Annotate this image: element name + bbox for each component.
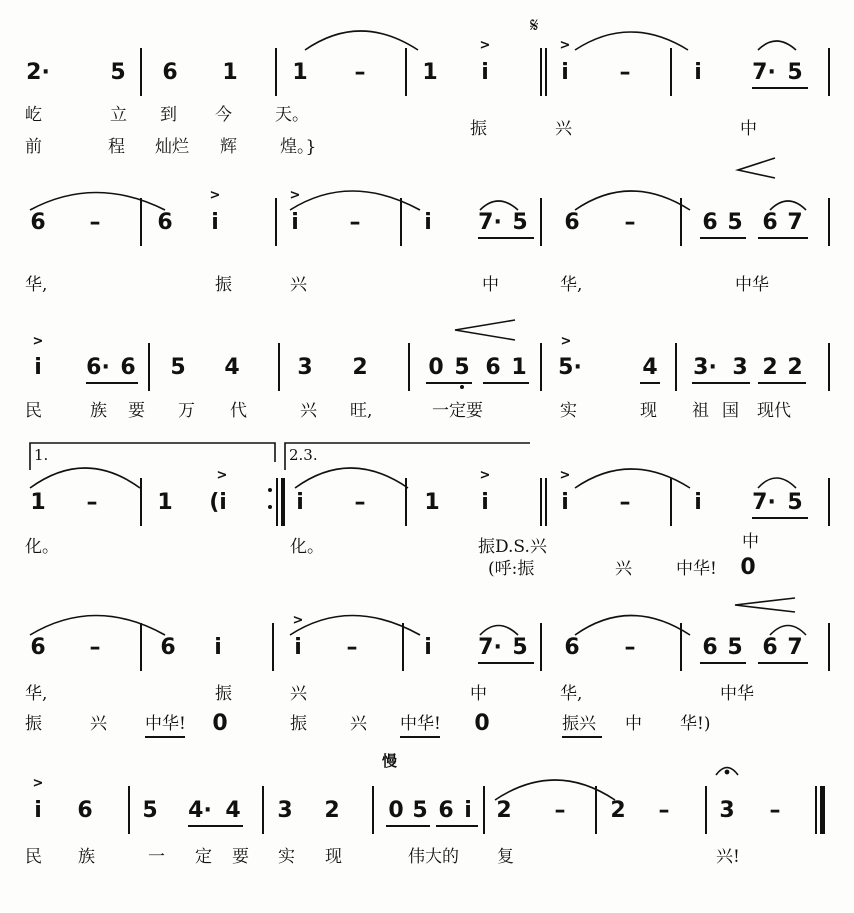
shout: 中华! <box>676 559 717 579</box>
lyric: 煌。} <box>280 137 317 157</box>
note: 2 <box>610 798 626 823</box>
lyric: 中 <box>482 275 499 295</box>
note: 6 <box>120 355 136 380</box>
note: 6 <box>160 635 176 660</box>
bar-line <box>680 198 682 246</box>
note: 1 <box>30 490 46 515</box>
lyric: 今 <box>215 105 232 125</box>
accent: > <box>292 613 304 628</box>
repeat-dot <box>268 488 272 492</box>
lyric: 实 <box>278 847 295 867</box>
note: 1 <box>222 60 238 85</box>
note: 6 <box>30 210 46 235</box>
note: 3 <box>732 355 748 380</box>
lyric: 华, <box>25 275 48 295</box>
underline <box>758 237 808 239</box>
lyric: 振D.S.兴 <box>478 537 547 557</box>
bar-line <box>402 623 404 671</box>
note: 1 <box>292 60 308 85</box>
bar-line <box>405 48 407 96</box>
note: – <box>619 60 631 85</box>
note: 7· <box>478 635 502 660</box>
bar-line <box>276 478 278 526</box>
bar-line <box>400 198 402 246</box>
lyric: 振 <box>215 275 232 295</box>
lyric: 万 <box>178 401 195 421</box>
shout: 振兴 <box>562 714 596 734</box>
note: i <box>481 60 489 85</box>
underline <box>436 825 478 827</box>
lyric: 中 <box>740 119 757 139</box>
note: 2 <box>496 798 512 823</box>
note: i <box>424 210 432 235</box>
bar-line <box>140 623 142 671</box>
note: 5 <box>727 210 743 235</box>
note: – <box>86 490 98 515</box>
bar-line <box>670 48 672 96</box>
note: – <box>658 798 670 823</box>
underline <box>692 382 750 384</box>
note: i <box>34 798 42 823</box>
accent: > <box>216 468 228 483</box>
bar-line <box>670 478 672 526</box>
underline <box>758 662 808 664</box>
note: i <box>296 490 304 515</box>
bar-line <box>405 478 407 526</box>
bar-line <box>140 478 142 526</box>
bar-line <box>828 198 830 246</box>
shout: 中 <box>625 714 642 734</box>
note: 6 <box>702 210 718 235</box>
note: i <box>464 798 472 823</box>
lyric: 化。 <box>25 537 59 557</box>
note: i <box>481 490 489 515</box>
lyric: 到 <box>160 105 177 125</box>
note: i <box>424 635 432 660</box>
note: – <box>769 798 781 823</box>
underline <box>386 825 430 827</box>
note: 7· <box>478 210 502 235</box>
note: – <box>346 635 358 660</box>
note: 4 <box>642 355 658 380</box>
note: i <box>561 60 569 85</box>
lyric: 立 <box>110 105 127 125</box>
note: 5 <box>787 60 803 85</box>
note: 0 <box>428 355 444 380</box>
bar-line <box>128 786 130 834</box>
note: 3· <box>693 355 717 380</box>
tempo-marking: 慢 <box>382 752 398 770</box>
shout: 兴 <box>615 559 632 579</box>
bar-line <box>278 343 280 391</box>
low-dot <box>460 385 464 389</box>
note: 6 <box>564 635 580 660</box>
underline <box>483 382 529 384</box>
lyric: 辉 <box>220 137 237 157</box>
bar-line <box>148 343 150 391</box>
note: i <box>294 635 302 660</box>
bar-line <box>275 48 277 96</box>
underline <box>426 382 472 384</box>
lyric: 祖 <box>692 401 709 421</box>
note: (i <box>209 490 227 515</box>
bar-line <box>275 198 277 246</box>
lyric: 程 <box>108 137 125 157</box>
bar-line <box>540 623 542 671</box>
bar-line <box>540 48 542 96</box>
underline <box>752 87 808 89</box>
bar-line <box>680 623 682 671</box>
note: 7· <box>752 60 776 85</box>
shout-rest: 0 <box>474 711 490 736</box>
note: i <box>214 635 222 660</box>
lyric: 兴 <box>300 401 317 421</box>
bar-line <box>483 786 485 834</box>
bar-line <box>140 48 142 96</box>
note: 6 <box>157 210 173 235</box>
note: i <box>694 490 702 515</box>
lyric: 兴 <box>290 275 307 295</box>
bar-line <box>828 623 830 671</box>
shout: 中华! <box>400 714 441 734</box>
note: – <box>89 635 101 660</box>
bar-line <box>281 478 285 526</box>
lyric: 国 <box>722 401 739 421</box>
note: – <box>624 210 636 235</box>
accent: > <box>559 468 571 483</box>
note: – <box>349 210 361 235</box>
note: 5 <box>787 490 803 515</box>
underline <box>145 736 185 738</box>
note: 1 <box>511 355 527 380</box>
accent: > <box>559 38 571 53</box>
bar-line <box>545 478 547 526</box>
note: 6 <box>438 798 454 823</box>
lyric: 要 <box>128 401 145 421</box>
underline <box>188 825 243 827</box>
lyric: 一定要 <box>432 401 483 421</box>
lyric: 华, <box>560 275 583 295</box>
note: 5 <box>454 355 470 380</box>
note: 1 <box>424 490 440 515</box>
note: 1 <box>422 60 438 85</box>
lyric: 兴 <box>290 684 307 704</box>
bar-line <box>140 198 142 246</box>
note: 3 <box>719 798 735 823</box>
underline <box>562 736 602 738</box>
note: 6 <box>564 210 580 235</box>
bar-line <box>540 198 542 246</box>
lyric: 兴! <box>716 847 740 867</box>
note: – <box>354 490 366 515</box>
note: 4· <box>188 798 212 823</box>
lyric: 族 <box>90 401 107 421</box>
final-bar-line <box>820 786 825 834</box>
bar-line <box>828 478 830 526</box>
note: 7· <box>752 490 776 515</box>
underline <box>758 382 806 384</box>
underline <box>752 517 808 519</box>
note: i <box>291 210 299 235</box>
note: 4 <box>224 355 240 380</box>
lyric: 华, <box>560 684 583 704</box>
bar-line <box>595 786 597 834</box>
lyric: 灿烂 <box>155 137 189 157</box>
note: 5 <box>110 60 126 85</box>
bar-line <box>372 786 374 834</box>
lyric: 现 <box>325 847 342 867</box>
accent: > <box>289 188 301 203</box>
lyric: 现代 <box>757 401 791 421</box>
note: – <box>354 60 366 85</box>
note: 2 <box>762 355 778 380</box>
bar-line <box>815 786 817 834</box>
accent: > <box>32 334 44 349</box>
shout: 兴 <box>350 714 367 734</box>
note: 6 <box>485 355 501 380</box>
note: 7 <box>787 635 803 660</box>
note: 6 <box>30 635 46 660</box>
bar-line <box>262 786 264 834</box>
lyric: 振 <box>470 119 487 139</box>
underline <box>640 382 660 384</box>
note: i <box>561 490 569 515</box>
shout: 振 <box>290 714 307 734</box>
note: 6 <box>702 635 718 660</box>
note: 5· <box>558 355 582 380</box>
note: 5 <box>412 798 428 823</box>
lyric: 化。 <box>290 537 324 557</box>
lyric: 华, <box>25 684 48 704</box>
volta-label: 2.3. <box>289 446 318 464</box>
lyric: 代 <box>230 401 247 421</box>
lyric: 前 <box>25 137 42 157</box>
note: 4 <box>225 798 241 823</box>
bar-line <box>540 343 542 391</box>
bar-line <box>828 48 830 96</box>
lyric: 复 <box>497 847 514 867</box>
note: 2· <box>26 60 50 85</box>
lyric: 定 <box>195 847 212 867</box>
lyric: 实 <box>560 401 577 421</box>
note: 5 <box>512 210 528 235</box>
accent: > <box>479 468 491 483</box>
shout: 兴 <box>90 714 107 734</box>
note: 5 <box>727 635 743 660</box>
shout: 振 <box>25 714 42 734</box>
lyric: 一 <box>148 847 165 867</box>
note: 2 <box>352 355 368 380</box>
underline <box>478 662 534 664</box>
note: 6· <box>86 355 110 380</box>
underline <box>400 736 440 738</box>
note: i <box>211 210 219 235</box>
note: 6 <box>762 210 778 235</box>
note: 3 <box>297 355 313 380</box>
shout: (呼:振 <box>488 559 535 579</box>
underline <box>478 237 534 239</box>
accent: > <box>560 334 572 349</box>
bar-line <box>545 48 547 96</box>
lyric: 族 <box>78 847 95 867</box>
note: – <box>624 635 636 660</box>
lyric: 天。 <box>275 105 309 125</box>
accent: > <box>32 776 44 791</box>
shout-rest: 0 <box>740 555 756 580</box>
lyric: 伟大的 <box>408 847 459 867</box>
lyric: 现 <box>640 401 657 421</box>
note: 2 <box>324 798 340 823</box>
shout: 华!) <box>680 714 711 734</box>
bar-line <box>828 343 830 391</box>
repeat-dot <box>268 505 272 509</box>
note: – <box>89 210 101 235</box>
bar-line <box>675 343 677 391</box>
lyric: 旺, <box>350 401 373 421</box>
volta-label: 1. <box>34 446 49 464</box>
note: 0 <box>388 798 404 823</box>
bar-line <box>540 478 542 526</box>
lyric: 兴 <box>555 119 572 139</box>
lyric: 振 <box>215 684 232 704</box>
shout-rest: 0 <box>212 711 228 736</box>
note: i <box>34 355 42 380</box>
note: 5 <box>142 798 158 823</box>
underline <box>86 382 138 384</box>
note: 5 <box>512 635 528 660</box>
note: 6 <box>762 635 778 660</box>
note: i <box>694 60 702 85</box>
note: 7 <box>787 210 803 235</box>
note: 5 <box>170 355 186 380</box>
lyric: 要 <box>232 847 249 867</box>
bar-line <box>705 786 707 834</box>
note: – <box>554 798 566 823</box>
lyric: 中华 <box>735 275 769 295</box>
note: 2 <box>787 355 803 380</box>
note: 6 <box>77 798 93 823</box>
note: 3 <box>277 798 293 823</box>
lyric: 民 <box>25 847 42 867</box>
lyric: 屹 <box>25 105 42 125</box>
note: 6 <box>162 60 178 85</box>
lyric: 中 <box>742 532 759 552</box>
shout: 中华! <box>145 714 186 734</box>
bar-line <box>272 623 274 671</box>
accent: > <box>209 188 221 203</box>
accent: > <box>479 38 491 53</box>
underline <box>700 237 746 239</box>
note: 1 <box>157 490 173 515</box>
underline <box>700 662 746 664</box>
bar-line <box>408 343 410 391</box>
svg-text:𝄋: 𝄋 <box>530 13 539 37</box>
lyric: 民 <box>25 401 42 421</box>
lyric: 中 <box>470 684 487 704</box>
lyric: 中华 <box>720 684 754 704</box>
note: – <box>619 490 631 515</box>
